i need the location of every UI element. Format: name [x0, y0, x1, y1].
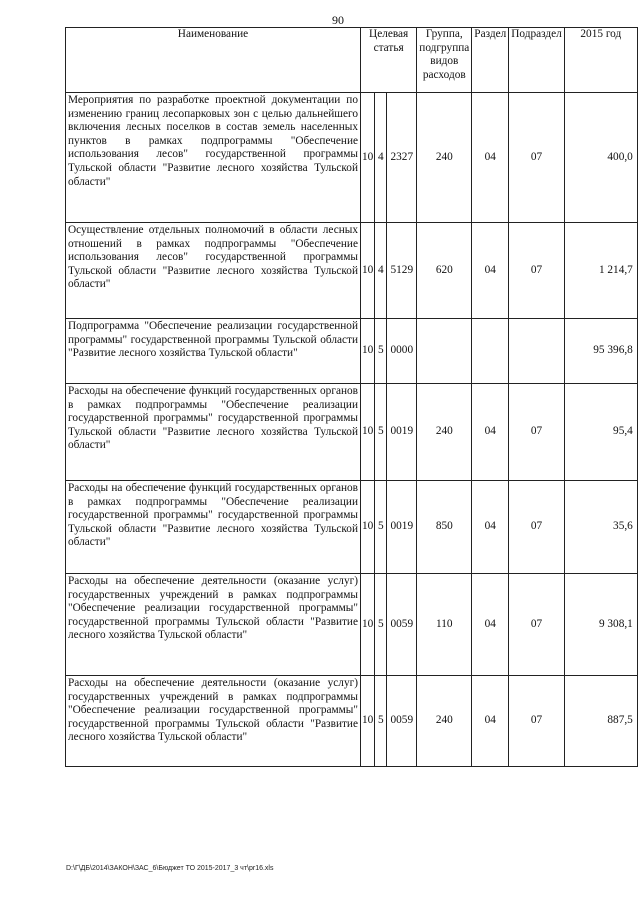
amount-2015: 400,0 [564, 93, 637, 223]
subsection-code: 07 [509, 384, 565, 481]
target-article-code: 0059 [387, 676, 417, 767]
row-name: Мероприятия по разработке проектной документации по изменению границ лесопарковых зон с целью дальнейшего включения лесных поселков в состав земель населенных пунктов в рамках подпрограммы "Обеспечение использования лесов" государственной программы Тульской области "Развитие лесного хозяйства Тульской области" [66, 93, 361, 223]
table-row [66, 676, 638, 767]
file-path-footer: D:\Г\ДБ\2014\ЗАКОН\ЗАС_6\Бюджет ТО 2015-2017_3 чт\pr16.xls [66, 865, 274, 872]
target-article-program: 10 [361, 93, 375, 223]
header-row [66, 28, 638, 93]
header-section: Раздел [472, 28, 509, 93]
target-article-program: 10 [361, 676, 375, 767]
row-name: Подпрограмма "Обеспечение реализации государственной программы" государственной программы Тульской области "Развитие лесного хозяйства Тульской области" [66, 319, 361, 384]
amount-2015: 95,4 [564, 384, 637, 481]
header-group: Группа, подгруппа видов расходов [417, 28, 472, 93]
target-article-subprogram: 5 [375, 676, 387, 767]
subsection-code [509, 319, 565, 384]
table-row [66, 223, 638, 319]
target-article-code: 0019 [387, 481, 417, 574]
expense-group: 240 [417, 676, 472, 767]
target-article-code: 0019 [387, 384, 417, 481]
subsection-code: 07 [509, 481, 565, 574]
target-article-program: 10 [361, 384, 375, 481]
section-code: 04 [472, 676, 509, 767]
expense-group: 850 [417, 481, 472, 574]
target-article-subprogram: 5 [375, 481, 387, 574]
header-subsection: Подраздел [509, 28, 565, 93]
table-row [66, 384, 638, 481]
target-article-program: 10 [361, 481, 375, 574]
amount-2015: 35,6 [564, 481, 637, 574]
target-article-code: 0059 [387, 574, 417, 676]
subsection-code: 07 [509, 574, 565, 676]
section-code: 04 [472, 223, 509, 319]
table-row [66, 319, 638, 384]
section-code: 04 [472, 574, 509, 676]
header-name: Наименование [66, 28, 361, 93]
row-name: Расходы на обеспечение деятельности (оказание услуг) государственных учреждений в рамках подпрограммы "Обеспечение реализации государственной программы" государственной программы Тульской области "Развитие лесного хозяйства Тульской области" [66, 574, 361, 676]
expense-group [417, 319, 472, 384]
table-row [66, 574, 638, 676]
budget-table [65, 27, 638, 767]
amount-2015: 887,5 [564, 676, 637, 767]
target-article-program: 10 [361, 223, 375, 319]
row-name: Расходы на обеспечение деятельности (оказание услуг) государственных учреждений в рамках подпрограммы "Обеспечение реализации государственной программы" государственной программы Тульской области "Развитие лесного хозяйства Тульской области" [66, 676, 361, 767]
target-article-code: 5129 [387, 223, 417, 319]
expense-group: 240 [417, 93, 472, 223]
expense-group: 240 [417, 384, 472, 481]
target-article-code: 0000 [387, 319, 417, 384]
expense-group: 110 [417, 574, 472, 676]
table-row [66, 93, 638, 223]
amount-2015: 95 396,8 [564, 319, 637, 384]
amount-2015: 9 308,1 [564, 574, 637, 676]
amount-2015: 1 214,7 [564, 223, 637, 319]
target-article-subprogram: 5 [375, 574, 387, 676]
target-article-subprogram: 4 [375, 223, 387, 319]
page-number: 90 [332, 13, 344, 27]
subsection-code: 07 [509, 676, 565, 767]
target-article-program: 10 [361, 319, 375, 384]
subsection-code: 07 [509, 93, 565, 223]
row-name: Расходы на обеспечение функций государственных органов в рамках подпрограммы "Обеспечение реализации государственной программы" государственной программы Тульской области "Развитие лесного хозяйства Тульской области" [66, 481, 361, 574]
table-row [66, 481, 638, 574]
header-year: 2015 год [564, 28, 637, 93]
section-code: 04 [472, 384, 509, 481]
section-code [472, 319, 509, 384]
target-article-program: 10 [361, 574, 375, 676]
section-code: 04 [472, 481, 509, 574]
target-article-code: 2327 [387, 93, 417, 223]
header-target-article: Целевая статья [361, 28, 417, 93]
target-article-subprogram: 5 [375, 384, 387, 481]
expense-group: 620 [417, 223, 472, 319]
subsection-code: 07 [509, 223, 565, 319]
row-name: Осуществление отдельных полномочий в области лесных отношений в рамках подпрограммы "Обеспечение использования лесов" государственной программы Тульской области "Развитие лесного хозяйства Тульской области" [66, 223, 361, 319]
target-article-subprogram: 4 [375, 93, 387, 223]
row-name: Расходы на обеспечение функций государственных органов в рамках подпрограммы "Обеспечение реализации государственной программы" государственной программы Тульской области "Развитие лесного хозяйства Тульской области" [66, 384, 361, 481]
section-code: 04 [472, 93, 509, 223]
target-article-subprogram: 5 [375, 319, 387, 384]
